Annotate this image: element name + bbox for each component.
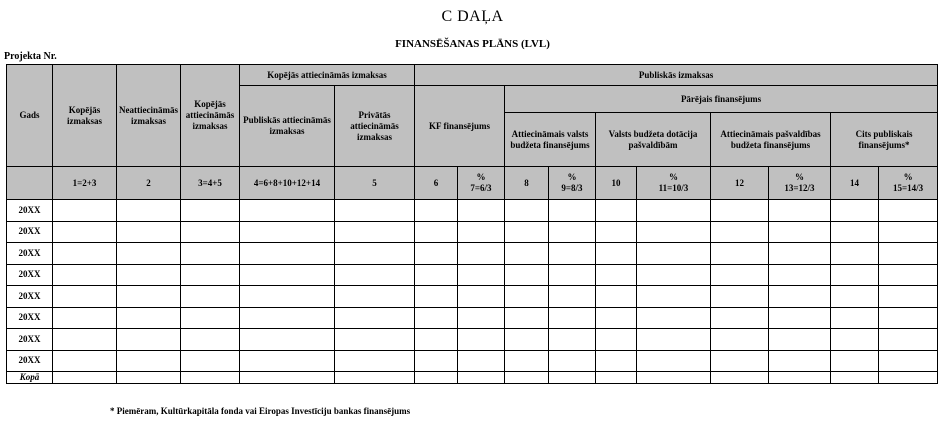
data-cell[interactable] — [711, 264, 769, 286]
data-cell[interactable] — [769, 307, 831, 329]
header-gads: Gads — [7, 65, 53, 167]
year-cell: 20XX — [7, 200, 53, 222]
header-kopejas-izmaksas: Kopējās izmaksas — [53, 65, 117, 167]
data-cell[interactable] — [181, 243, 240, 265]
data-cell[interactable] — [637, 329, 711, 351]
footnote: * Piemēram, Kultūrkapitāla fonda vai Eiropas Investīciju bankas finansējums — [110, 406, 411, 416]
data-cell[interactable] — [596, 329, 637, 351]
data-cell[interactable] — [53, 264, 117, 286]
data-cell[interactable] — [240, 307, 335, 329]
number-label: 13=12/3 — [784, 183, 815, 193]
data-cell[interactable] — [458, 200, 505, 222]
data-cell[interactable] — [415, 243, 458, 265]
percent-number-cell — [769, 167, 831, 200]
data-cell[interactable] — [53, 307, 117, 329]
data-cell[interactable] — [711, 329, 769, 351]
data-cell[interactable] — [335, 286, 415, 308]
data-cell[interactable] — [458, 221, 505, 243]
data-cell[interactable] — [240, 200, 335, 222]
table-row — [7, 307, 938, 329]
data-cell[interactable] — [458, 307, 505, 329]
total-label: Kopā — [7, 372, 53, 384]
percent-number-cell — [879, 167, 938, 200]
data-cell[interactable] — [505, 350, 549, 372]
data-cell[interactable] — [549, 329, 596, 351]
data-cell[interactable] — [53, 329, 117, 351]
data-cell[interactable] — [637, 350, 711, 372]
data-cell[interactable] — [549, 286, 596, 308]
data-cell[interactable] — [596, 350, 637, 372]
data-cell[interactable] — [596, 200, 637, 222]
data-cell[interactable] — [637, 221, 711, 243]
data-cell[interactable] — [53, 286, 117, 308]
data-cell[interactable] — [505, 243, 549, 265]
data-cell[interactable] — [181, 350, 240, 372]
percent-number-cell — [458, 167, 505, 200]
number-cell: 12 — [711, 167, 769, 200]
data-cell[interactable] — [53, 200, 117, 222]
number-cell: 6 — [415, 167, 458, 200]
data-cell[interactable] — [831, 307, 879, 329]
data-cell[interactable] — [831, 286, 879, 308]
data-cell[interactable] — [831, 350, 879, 372]
data-cell[interactable] — [117, 307, 181, 329]
data-cell[interactable] — [458, 264, 505, 286]
data-cell[interactable] — [879, 350, 938, 372]
table-row — [7, 221, 938, 243]
percent-number-cell — [549, 167, 596, 200]
table-row — [7, 286, 938, 308]
data-cell[interactable] — [637, 243, 711, 265]
number-cell: 14 — [831, 167, 879, 200]
data-cell[interactable] — [769, 286, 831, 308]
data-cell[interactable] — [711, 307, 769, 329]
data-cell[interactable] — [831, 243, 879, 265]
data-cell[interactable] — [637, 264, 711, 286]
data-cell[interactable] — [240, 243, 335, 265]
project-number-label: Projekta Nr. — [4, 51, 57, 62]
data-cell[interactable] — [335, 264, 415, 286]
data-cell[interactable] — [549, 307, 596, 329]
data-cell[interactable] — [458, 243, 505, 265]
header-kopejas-attiecinamas-group: Kopējās attiecināmās izmaksas — [240, 65, 415, 86]
data-cell[interactable] — [596, 307, 637, 329]
data-cell[interactable] — [240, 286, 335, 308]
data-cell[interactable] — [596, 264, 637, 286]
number-label: 15=14/3 — [892, 183, 924, 193]
data-cell[interactable] — [769, 264, 831, 286]
header-publiskas-izmaksas: Publiskās izmaksas — [415, 65, 938, 86]
data-cell[interactable] — [769, 350, 831, 372]
data-cell[interactable] — [335, 221, 415, 243]
data-cell[interactable] — [458, 350, 505, 372]
data-cell[interactable] — [117, 243, 181, 265]
data-cell[interactable] — [711, 350, 769, 372]
header-privatas-attiecinamas: Privātās attiecināmās izmaksas — [335, 86, 415, 167]
data-cell[interactable] — [181, 200, 240, 222]
data-cell[interactable] — [831, 200, 879, 222]
number-cell: 4=6+8+10+12+14 — [240, 167, 335, 200]
data-cell[interactable] — [637, 307, 711, 329]
data-cell[interactable] — [879, 221, 938, 243]
table-row — [7, 200, 938, 222]
number-cell: 5 — [335, 167, 415, 200]
data-cell[interactable] — [117, 221, 181, 243]
data-cell[interactable] — [711, 200, 769, 222]
data-cell[interactable] — [505, 200, 549, 222]
header-kopejas-attiecinamas: Kopējās attiecināmās izmaksas — [181, 65, 240, 167]
header-neattiecinamas-izmaksas: Neattiecināmās izmaksas — [117, 65, 181, 167]
year-cell: 20XX — [7, 307, 53, 329]
data-cell[interactable] — [831, 264, 879, 286]
data-cell[interactable] — [335, 200, 415, 222]
year-cell: 20XX — [7, 329, 53, 351]
data-cell[interactable] — [117, 200, 181, 222]
header-pasvaldibas-budzeta: Attiecināmais pašvaldības budžeta finansējums — [711, 113, 831, 167]
data-cell[interactable] — [505, 264, 549, 286]
data-cell[interactable] — [769, 221, 831, 243]
percent-symbol: % — [795, 172, 804, 182]
data-cell[interactable] — [415, 264, 458, 286]
data-cell[interactable] — [505, 307, 549, 329]
percent-symbol: % — [567, 172, 577, 182]
data-cell[interactable] — [769, 329, 831, 351]
data-cell[interactable] — [181, 286, 240, 308]
data-cell[interactable] — [415, 307, 458, 329]
page-subtitle: FINANSĒŠANAS PLĀNS (LVL) — [395, 38, 550, 50]
data-cell[interactable] — [117, 264, 181, 286]
data-cell[interactable] — [596, 221, 637, 243]
percent-number-cell — [637, 167, 711, 200]
percent-symbol: % — [669, 172, 678, 182]
data-cell[interactable] — [335, 243, 415, 265]
header-valsts-dotacija: Valsts budžeta dotācija pašvaldībām — [596, 113, 711, 167]
data-cell[interactable] — [769, 200, 831, 222]
data-cell[interactable] — [53, 243, 117, 265]
number-cell: 3=4+5 — [181, 167, 240, 200]
data-cell[interactable] — [596, 243, 637, 265]
data-cell[interactable] — [415, 221, 458, 243]
data-cell[interactable] — [505, 221, 549, 243]
data-cell[interactable] — [415, 286, 458, 308]
data-cell[interactable] — [549, 221, 596, 243]
number-cell: 10 — [596, 167, 637, 200]
year-cell: 20XX — [7, 286, 53, 308]
data-cell[interactable] — [879, 200, 938, 222]
year-cell: 20XX — [7, 243, 53, 265]
data-cell[interactable] — [505, 329, 549, 351]
year-cell: 20XX — [7, 350, 53, 372]
header-publiskas-attiecinamas: Publiskās attiecināmās izmaksas — [240, 86, 335, 167]
data-rows — [7, 200, 938, 372]
data-cell[interactable] — [879, 329, 938, 351]
data-cell[interactable] — [335, 307, 415, 329]
number-cell — [7, 167, 53, 200]
data-cell[interactable] — [53, 221, 117, 243]
table-row — [7, 264, 938, 286]
data-cell[interactable] — [415, 329, 458, 351]
data-cell[interactable] — [458, 286, 505, 308]
data-cell[interactable] — [831, 221, 879, 243]
data-cell[interactable] — [769, 243, 831, 265]
header-kf-finansejums: KF finansējums — [415, 86, 505, 167]
data-cell[interactable] — [335, 329, 415, 351]
data-cell[interactable] — [879, 264, 938, 286]
number-cell: 8 — [505, 167, 549, 200]
data-cell[interactable] — [711, 243, 769, 265]
data-cell[interactable] — [637, 200, 711, 222]
data-cell[interactable] — [637, 286, 711, 308]
year-cell: 20XX — [7, 264, 53, 286]
number-label: 11=10/3 — [658, 183, 689, 193]
data-cell[interactable] — [549, 264, 596, 286]
data-cell[interactable] — [181, 264, 240, 286]
header-cits-publiskais: Cits publiskais finansējums* — [831, 113, 938, 167]
page-title: C DAĻA — [441, 8, 504, 25]
data-cell[interactable] — [240, 329, 335, 351]
year-cell: 20XX — [7, 221, 53, 243]
data-cell[interactable] — [549, 200, 596, 222]
data-cell[interactable] — [505, 286, 549, 308]
data-cell[interactable] — [831, 329, 879, 351]
data-cell[interactable] — [240, 350, 335, 372]
data-cell[interactable] — [879, 243, 938, 265]
data-cell[interactable] — [711, 286, 769, 308]
percent-symbol: % — [903, 172, 913, 182]
data-cell[interactable] — [240, 221, 335, 243]
data-cell[interactable] — [117, 329, 181, 351]
data-cell[interactable] — [181, 329, 240, 351]
data-cell[interactable] — [117, 286, 181, 308]
data-cell[interactable] — [549, 243, 596, 265]
data-cell[interactable] — [549, 350, 596, 372]
number-label: 9=8/3 — [561, 183, 583, 193]
data-cell[interactable] — [415, 200, 458, 222]
number-label: 7=6/3 — [470, 183, 492, 193]
table-row — [7, 243, 938, 265]
data-cell[interactable] — [711, 221, 769, 243]
table-row — [7, 350, 938, 372]
number-cell: 1=2+3 — [53, 167, 117, 200]
data-cell[interactable] — [879, 307, 938, 329]
percent-symbol: % — [476, 172, 486, 182]
data-cell[interactable] — [415, 350, 458, 372]
data-cell[interactable] — [53, 350, 117, 372]
data-cell[interactable] — [240, 264, 335, 286]
data-cell[interactable] — [335, 350, 415, 372]
data-cell[interactable] — [879, 286, 938, 308]
header-parejais-finansejums: Pārējais finansējums — [505, 86, 938, 113]
header-valsts-budzeta: Attiecināmais valsts budžeta finansējums — [505, 113, 596, 167]
data-cell[interactable] — [181, 307, 240, 329]
financing-plan-table — [6, 64, 938, 384]
number-cell: 2 — [117, 167, 181, 200]
data-cell[interactable] — [117, 350, 181, 372]
data-cell[interactable] — [458, 329, 505, 351]
data-cell[interactable] — [181, 221, 240, 243]
data-cell[interactable] — [596, 286, 637, 308]
table-row — [7, 329, 938, 351]
